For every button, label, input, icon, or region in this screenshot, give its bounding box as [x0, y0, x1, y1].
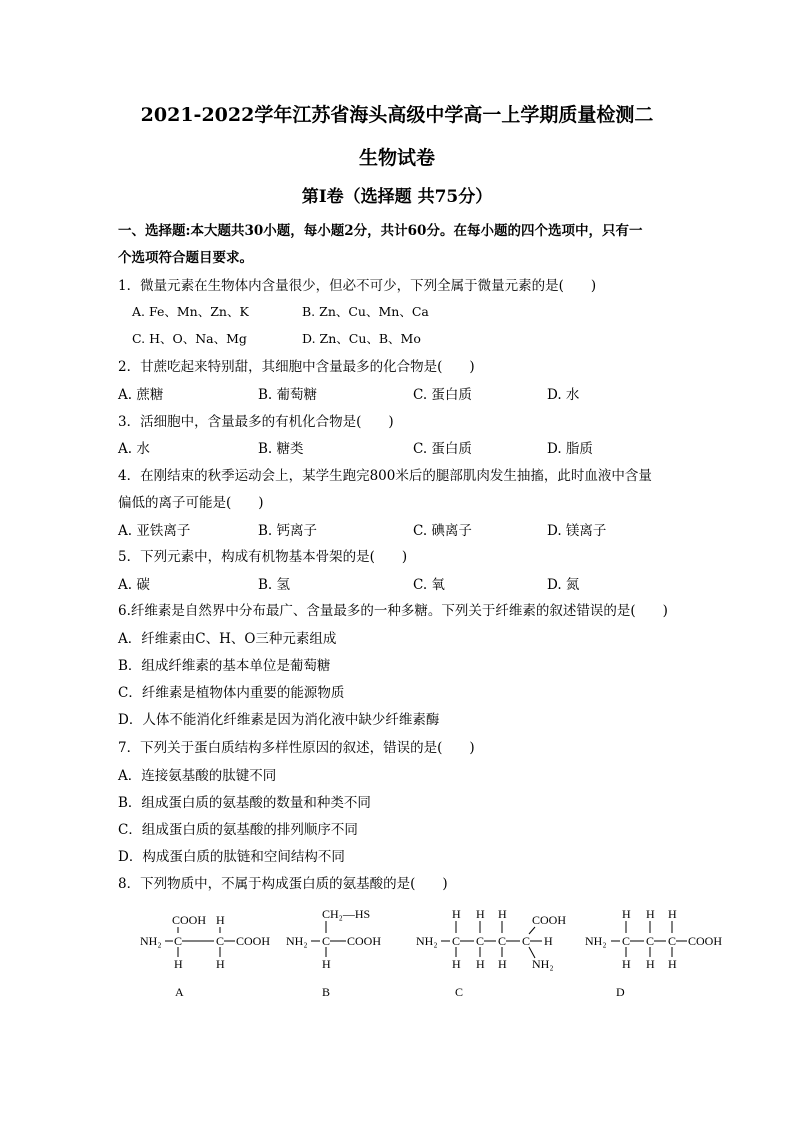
svg-text:NH₂: NH₂: [140, 934, 162, 948]
question-6-option-d: D．人体不能消化纤维素是因为消化液中缺少纤维素酶: [118, 712, 440, 728]
svg-text:COOH: COOH: [688, 934, 723, 948]
svg-text:C: C: [646, 934, 655, 948]
svg-text:NH₂: NH₂: [585, 934, 607, 948]
svg-text:H: H: [216, 957, 225, 971]
question-4-option-d: D. 镁离子: [547, 523, 607, 539]
svg-text:C: C: [476, 934, 485, 948]
paper-title-line2: 生物试卷: [358, 147, 435, 169]
question-7-option-b: B．组成蛋白质的氨基酸的数量和种类不同: [118, 795, 371, 811]
question-3-stem: 3．活细胞中，含量最多的有机化合物是( ): [118, 414, 394, 430]
question-6-option-c: C．纤维素是植物体内重要的能源物质: [118, 685, 345, 701]
structure-b: [286, 907, 381, 971]
paper-title-line1: 2021-2022学年江苏省海头高级中学高一上学期质量检测二: [140, 104, 654, 126]
question-8-stem: 8．下列物质中，不属于构成蛋白质的氨基酸的是( ): [118, 876, 448, 892]
svg-text:H: H: [322, 957, 331, 971]
svg-text:C: C: [174, 934, 183, 948]
svg-text:H: H: [668, 957, 677, 971]
question-5-option-d: D. 氮: [547, 577, 580, 593]
structure-d: [585, 907, 722, 971]
question-4-option-a: A. 亚铁离子: [118, 523, 191, 539]
question-8-option-a: A: [175, 985, 184, 999]
amino-acid-structures: [0, 900, 794, 1030]
question-8-option-d: D: [616, 985, 625, 999]
svg-text:C: C: [452, 934, 461, 948]
question-1-option-d: D. Zn、Cu、B、Mo: [302, 331, 421, 346]
question-4-stem: 4．在刚结束的秋季运动会上，某学生跑完800米后的腿部肌肉发生抽搐，此时血液中含量: [118, 468, 652, 484]
question-8-option-b: B: [322, 985, 331, 999]
question-3-option-d: D. 脂质: [547, 441, 593, 457]
svg-text:COOH: COOH: [347, 934, 382, 948]
question-7-option-a: A．连接氨基酸的肽键不同: [118, 768, 277, 784]
question-7-stem: 7．下列关于蛋白质结构多样性原因的叙述，错误的是( ): [118, 740, 475, 756]
svg-text:H: H: [216, 913, 225, 927]
svg-text:NH₂: NH₂: [532, 957, 554, 971]
svg-text:C: C: [322, 934, 331, 948]
svg-text:C: C: [668, 934, 677, 948]
svg-text:NH₂: NH₂: [416, 934, 438, 948]
question-1-stem: 1．微量元素在生物体内含量很少，但必不可少，下列全属于微量元素的是( ): [118, 278, 597, 294]
question-7-option-d: D．构成蛋白质的肽链和空间结构不同: [118, 849, 345, 865]
question-6-option-b: B．组成纤维素的基本单位是葡萄糖: [118, 658, 331, 674]
svg-text:COOH: COOH: [236, 934, 271, 948]
svg-text:H: H: [476, 957, 485, 971]
instructions-line1: 一、选择题:本大题共30小题，每小题2分，共计60分。在每小题的四个选项中，只有一: [118, 223, 643, 239]
section-title: 第I卷（选择题 共75分）: [301, 187, 493, 207]
question-4-option-b: B. 钙离子: [258, 523, 318, 539]
svg-text:H: H: [668, 907, 677, 921]
svg-text:H: H: [452, 907, 461, 921]
svg-text:C: C: [622, 934, 631, 948]
svg-text:NH₂: NH₂: [286, 934, 308, 948]
question-7-option-c: C．组成蛋白质的氨基酸的排列顺序不同: [118, 822, 358, 838]
question-1-option-c: C. H、O、Na、Mg: [132, 331, 247, 346]
structure-a: [140, 913, 270, 971]
svg-text:H: H: [498, 957, 507, 971]
question-4-option-c: C. 碘离子: [413, 523, 472, 539]
question-1-option-b: B. Zn、Cu、Mn、Ca: [302, 304, 429, 319]
svg-text:C: C: [216, 934, 225, 948]
question-4-stem-cont: 偏低的离子可能是( ): [118, 495, 264, 511]
question-5-option-b: B. 氢: [258, 577, 291, 593]
question-2-option-d: D. 水: [547, 387, 580, 403]
question-2-option-a: A. 蔗糖: [118, 387, 164, 403]
question-2-stem: 2．甘蔗吃起来特别甜，其细胞中含量最多的化合物是( ): [118, 359, 475, 375]
question-3-option-c: C. 蛋白质: [413, 441, 472, 457]
svg-text:H: H: [544, 934, 553, 948]
svg-text:COOH: COOH: [532, 913, 567, 927]
question-8-option-c: C: [455, 985, 464, 999]
question-6-option-a: A．纤维素由C、H、O三种元素组成: [118, 631, 337, 647]
svg-text:H: H: [174, 957, 183, 971]
question-3-option-b: B. 糖类: [258, 441, 304, 457]
svg-text:H: H: [452, 957, 461, 971]
svg-text:COOH: COOH: [172, 913, 207, 927]
svg-text:CH₂—HS: CH₂—HS: [322, 907, 371, 921]
question-5-stem: 5．下列元素中，构成有机物基本骨架的是( ): [118, 549, 408, 565]
svg-text:H: H: [646, 957, 655, 971]
question-2-option-c: C. 蛋白质: [413, 387, 472, 403]
structure-c: [416, 907, 566, 971]
svg-text:C: C: [498, 934, 507, 948]
question-5-option-c: C. 氧: [413, 577, 445, 593]
svg-text:H: H: [646, 907, 655, 921]
svg-text:H: H: [622, 907, 631, 921]
instructions-line2: 个选项符合题目要求。: [118, 250, 253, 266]
question-5-option-a: A. 碳: [118, 577, 150, 593]
question-2-option-b: B. 葡萄糖: [258, 387, 318, 403]
question-1-option-a: A. Fe、Mn、Zn、K: [132, 304, 249, 319]
question-6-stem: 6.纤维素是自然界中分布最广、含量最多的一种多糖。下列关于纤维素的叙述错误的是( ): [118, 603, 668, 619]
question-3-option-a: A. 水: [118, 441, 150, 457]
svg-text:H: H: [498, 907, 507, 921]
svg-text:H: H: [622, 957, 631, 971]
svg-text:H: H: [476, 907, 485, 921]
svg-text:C: C: [522, 934, 531, 948]
